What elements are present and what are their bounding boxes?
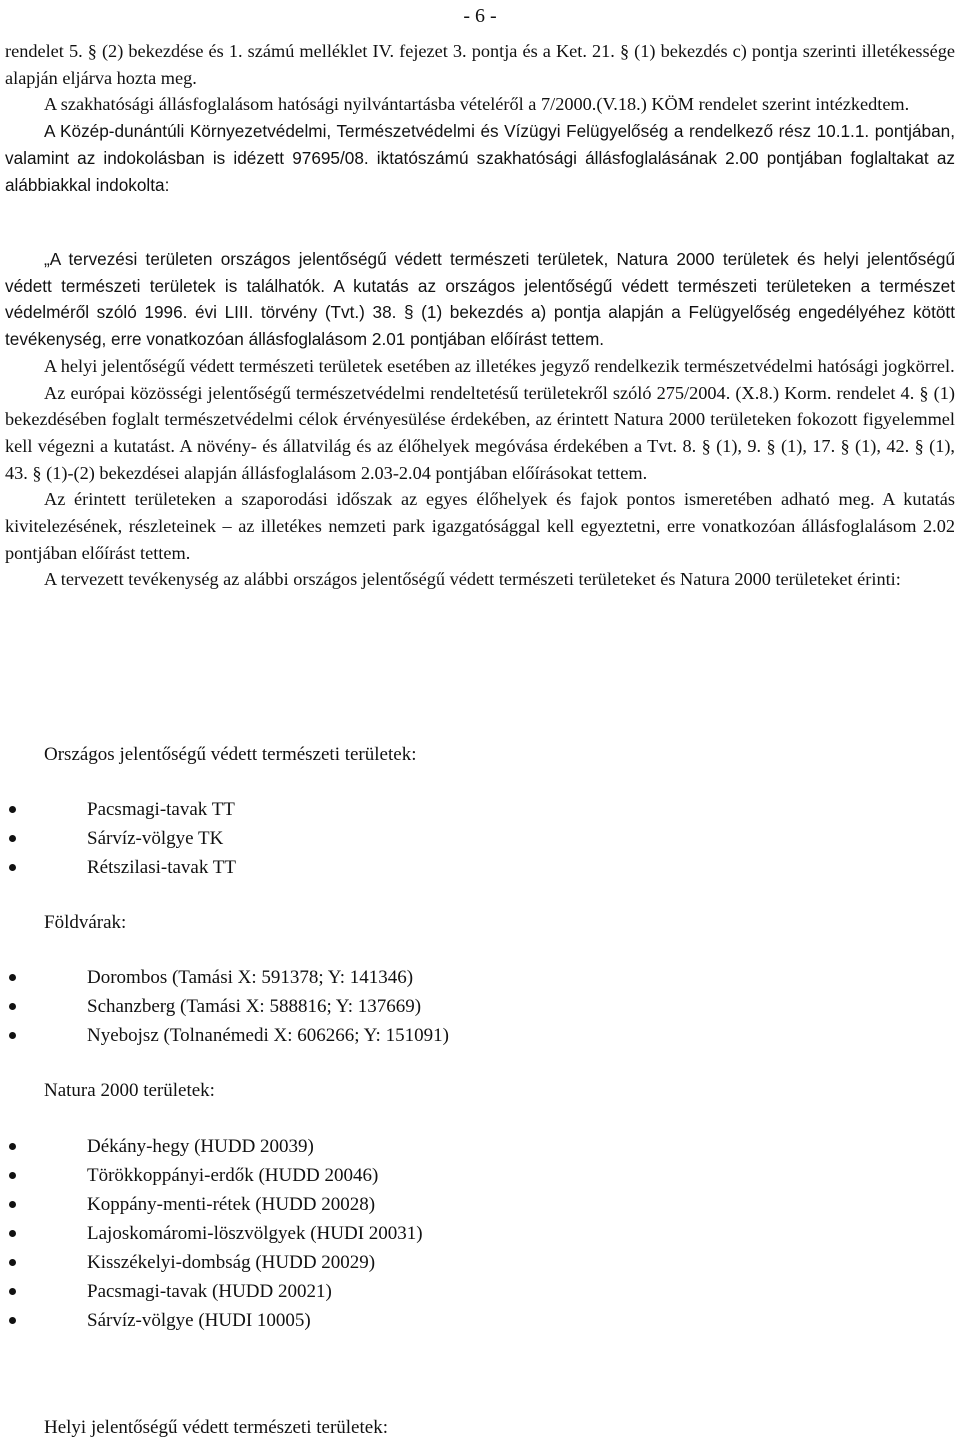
bullet-icon bbox=[9, 1172, 16, 1179]
list-item: Sárvíz-völgye TK bbox=[0, 824, 236, 853]
bullet-icon bbox=[9, 1230, 16, 1237]
list-item: Nyebojsz (Tolnanémedi X: 606266; Y: 151091) bbox=[0, 1021, 449, 1050]
list-item: Rétszilasi-tavak TT bbox=[0, 853, 236, 882]
bullet-icon bbox=[9, 1317, 16, 1324]
paragraph-breeding-period: Az érintett területeken a szaporodási időszak az egyes élőhelyek és fajok pontos ismeretében adható meg. A kutatás kivitelezésének, részleteinek – az illetékes nemzeti park igazgatósággal kell egyeztetni, erre vonatkozóan állásfoglalásom 2.02 pontjában előírást tettem. bbox=[5, 489, 955, 563]
list-item: Kisszékelyi-dombság (HUDD 20029) bbox=[0, 1248, 423, 1277]
bullet-icon bbox=[9, 1032, 16, 1039]
paragraph-registry: A szakhatósági állásfoglalásom hatósági nyilvántartásba vételéről a 7/2000.(V.18.) KÖM rendelet szerint intézkedtem. bbox=[44, 94, 910, 115]
bullet-icon bbox=[9, 1003, 16, 1010]
bullet-icon bbox=[9, 1143, 16, 1150]
page-number: - 6 - bbox=[463, 5, 497, 27]
list-item: Schanzberg (Tamási X: 588816; Y: 137669) bbox=[0, 992, 449, 1021]
list-earthworks bbox=[0, 963, 449, 1050]
list-item: Pacsmagi-tavak (HUDD 20021) bbox=[0, 1277, 423, 1306]
list-item: Lajoskomáromi-löszvölgyek (HUDI 20031) bbox=[0, 1219, 423, 1248]
paragraph-local-areas: A helyi jelentőségű védett természeti területek esetében az illetékes jegyző rendelkezik természetvédelmi hatósági jogkörrel. bbox=[44, 355, 955, 376]
bullet-icon bbox=[9, 1259, 16, 1266]
text-block-quoted-justification bbox=[5, 246, 955, 593]
heading-national-protected-areas: Országos jelentőségű védett természeti területek: bbox=[44, 744, 417, 765]
list-item: Pacsmagi-tavak TT bbox=[0, 795, 236, 824]
bullet-icon bbox=[9, 835, 16, 842]
bullet-icon bbox=[9, 864, 16, 871]
heading-local-protected-areas: Helyi jelentőségű védett természeti területek: bbox=[44, 1417, 388, 1438]
list-item: Dorombos (Tamási X: 591378; Y: 141346) bbox=[0, 963, 449, 992]
bullet-icon bbox=[9, 1201, 16, 1208]
list-item: Koppány-menti-rétek (HUDD 20028) bbox=[0, 1190, 423, 1219]
list-item: Dékány-hegy (HUDD 20039) bbox=[0, 1132, 423, 1161]
list-natura-2000-areas bbox=[0, 1132, 423, 1335]
paragraph-natura-2000: Az európai közösségi jelentőségű természetvédelmi rendeltetésű területekről szóló 275/2004. (X.8.) Korm. rendelet 4. § (1) bekezdésében foglalt természetvédelmi célok érvényesülése érdekében, az érintett Natura 2000 területeken fokozott figyelemmel kell végezni a kutatást. A növény- és állatvilág és az élőhelyek megóvása érdekében a Tvt. 8. § (1), 9. § (1), 17. § (1), 42. § (1), 43. § (1)-(2) bekezdései alapján állásfoglalásom 2.03-2.04 pontjában előírásokat tettem. bbox=[5, 382, 955, 483]
list-item: Sárvíz-völgye (HUDI 10005) bbox=[0, 1306, 423, 1335]
bullet-icon bbox=[9, 974, 16, 981]
text-block-intro bbox=[5, 38, 955, 198]
bullet-icon bbox=[9, 806, 16, 813]
heading-earthworks: Földvárak: bbox=[44, 912, 127, 933]
paragraph-legal-basis: rendelet 5. § (2) bekezdése és 1. számú melléklet IV. fejezet 3. pontja és a Ket. 21. § (1) bekezdés c) pontja szerinti illetékessége alapján eljárva hozta meg. bbox=[5, 41, 955, 88]
paragraph-quoted-areas: „A tervezési területen országos jelentőségű védett természeti területek, Natura 2000 területek és helyi jelentőségű védett természeti területek is találhatók. A kutatás az országos jelentőségű védett természeti területeken a természet védelméről szóló 1996. évi LIII. törvény (Tvt.) 38. § (1) bekezdés a) pontja alapján a Felügyelőség engedélyéhez kötött tevékenység, erre vonatkozóan állásfoglalásom 2.01 pontjában előírást tettem. bbox=[5, 249, 955, 350]
heading-natura-2000-areas: Natura 2000 területek: bbox=[44, 1080, 215, 1101]
list-item: Törökkoppányi-erdők (HUDD 20046) bbox=[0, 1161, 423, 1190]
list-national-protected-areas bbox=[0, 795, 236, 882]
bullet-icon bbox=[9, 1288, 16, 1295]
paragraph-affected-areas: A tervezett tevékenység az alábbi országos jelentőségű védett természeti területeket és Natura 2000 területeket érinti: bbox=[44, 569, 901, 590]
paragraph-authority-justification: A Közép-dunántúli Környezetvédelmi, Természetvédelmi és Vízügyi Felügyelőség a rendelkező rész 10.1.1. pontjában, valamint az indokolásban is idézett 97695/08. iktatószámú szakhatósági állásfoglalásának 2.00 pontjában foglaltakat az alábbiakkal indokolta: bbox=[5, 121, 955, 195]
